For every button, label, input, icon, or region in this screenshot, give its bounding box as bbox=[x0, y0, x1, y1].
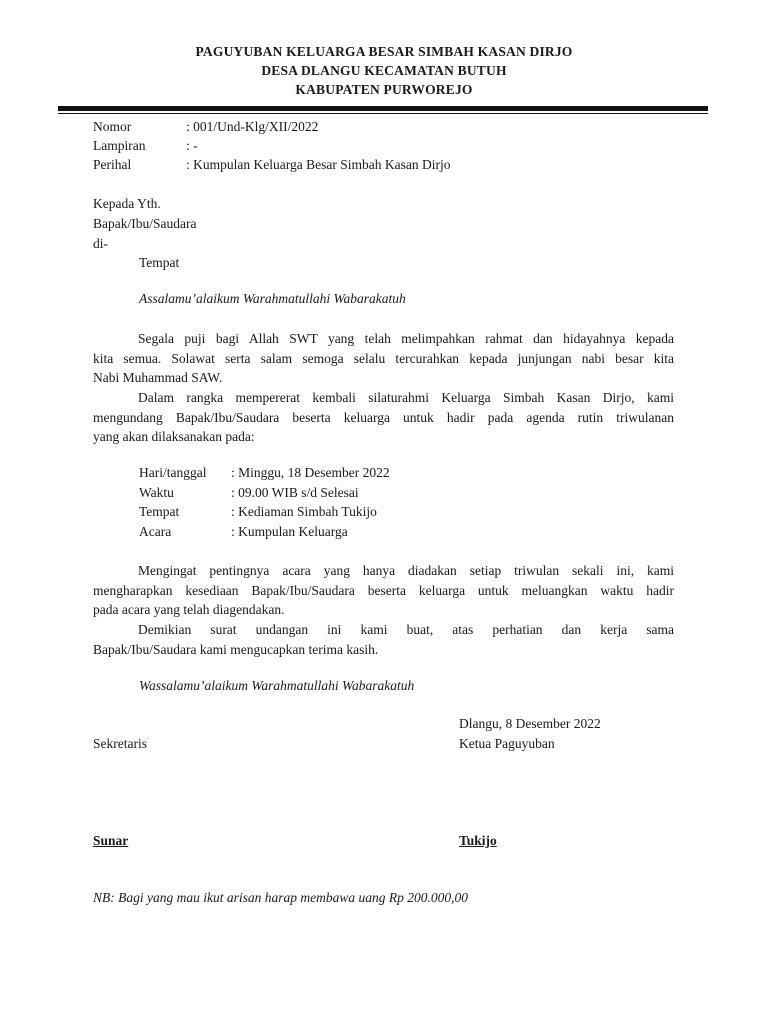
paragraph-1-line-2: kita semua. Solawat serta salam semoga selalu tercurahkan kepada junjungan nabi besar kita bbox=[93, 350, 674, 366]
signatory-right-name: Tukijo bbox=[459, 833, 497, 848]
event-label-place: Tempat bbox=[139, 504, 180, 519]
letterhead-line-3: KABUPATEN PURWOREJO bbox=[295, 82, 473, 97]
paragraph-3-line-3: pada acara yang telah diagendakan. bbox=[93, 602, 285, 617]
closing-greeting: Wassalamu’alaikum Warahmatullahi Wabarakatuh bbox=[139, 678, 415, 693]
meta-value-perihal: : Kumpulan Keluarga Besar Simbah Kasan Dirjo bbox=[186, 157, 451, 172]
paragraph-4-line-1: Demikian surat undangan ini kami buat, atas perhatian dan kerja sama bbox=[138, 622, 674, 637]
meta-label-perihal: Perihal bbox=[93, 157, 132, 172]
meta-value-nomor: : 001/Und-Klg/XII/2022 bbox=[186, 119, 319, 134]
paragraph-2-line-3: yang akan dilaksanakan pada: bbox=[93, 429, 255, 444]
paragraph-3 bbox=[93, 561, 674, 620]
paragraph-2-line-1: Dalam rangka mempererat kembali silaturahmi Keluarga Simbah Kasan Dirjo, kami bbox=[138, 390, 674, 405]
meta-label-lampiran: Lampiran bbox=[93, 138, 146, 153]
signatory-right-title: Ketua Paguyuban bbox=[459, 736, 555, 751]
addressee-line-3: di- bbox=[93, 236, 108, 251]
paragraph-3-line-2: mengharapkan kesediaan Bapak/Ibu/Saudara beserta keluarga untuk meluangkan waktu hadir bbox=[93, 582, 674, 598]
event-value-place: : Kediaman Simbah Tukijo bbox=[231, 504, 377, 519]
addressee-line-1: Kepada Yth. bbox=[93, 196, 161, 211]
footnote: NB: Bagi yang mau ikut arisan harap membawa uang Rp 200.000,00 bbox=[93, 890, 468, 905]
addressee-line-4: Tempat bbox=[139, 255, 180, 270]
paragraph-4-line-2: Bapak/Ibu/Saudara kami mengucapkan terima kasih. bbox=[93, 641, 379, 657]
paragraph-3-line-1: Mengingat pentingnya acara yang hanya diadakan setiap triwulan sekali ini, kami bbox=[138, 563, 674, 578]
event-value-agenda: : Kumpulan Keluarga bbox=[231, 524, 348, 539]
letterhead-line-2: DESA DLANGU KECAMATAN BUTUH bbox=[261, 63, 507, 78]
letterhead-divider-thin bbox=[58, 113, 708, 114]
paragraph-2 bbox=[93, 388, 674, 447]
paragraph-2-line-2: mengundang Bapak/Ibu/Saudara beserta keluarga untuk hadir pada agenda rutin triwulanan bbox=[93, 409, 674, 425]
paragraph-4 bbox=[93, 620, 674, 659]
event-label-agenda: Acara bbox=[139, 524, 172, 539]
place-date: Dlangu, 8 Desember 2022 bbox=[459, 716, 601, 731]
signatory-left-name: Sunar bbox=[93, 833, 129, 848]
meta-value-lampiran: : - bbox=[186, 138, 198, 153]
event-label-date: Hari/tanggal bbox=[139, 465, 207, 480]
meta-label-nomor: Nomor bbox=[93, 119, 132, 134]
signatory-left-title: Sekretaris bbox=[93, 736, 147, 751]
event-value-time: : 09.00 WIB s/d Selesai bbox=[231, 485, 359, 500]
greeting: Assalamu’alaikum Warahmatullahi Wabarakatuh bbox=[139, 291, 406, 306]
letterhead-divider-thick bbox=[58, 106, 708, 111]
event-label-time: Waktu bbox=[139, 485, 174, 500]
event-value-date: : Minggu, 18 Desember 2022 bbox=[231, 465, 390, 480]
paragraph-1-line-3: Nabi Muhammad SAW. bbox=[93, 370, 223, 385]
addressee-line-2: Bapak/Ibu/Saudara bbox=[93, 216, 197, 231]
paragraph-1-line-1: Segala puji bagi Allah SWT yang telah melimpahkan rahmat dan hidayahnya kepada bbox=[138, 331, 674, 346]
paragraph-1 bbox=[93, 329, 674, 388]
letterhead-line-1: PAGUYUBAN KELUARGA BESAR SIMBAH KASAN DIRJO bbox=[195, 44, 573, 59]
